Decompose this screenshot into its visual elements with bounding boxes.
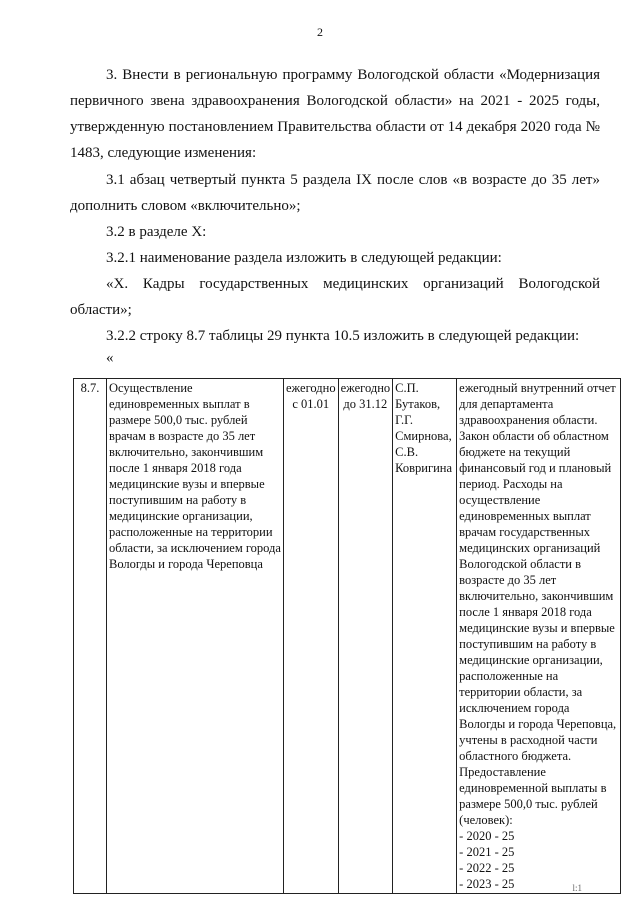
paragraph-3-2: 3.2 в разделе X:: [106, 224, 207, 240]
result-text: ежегодный внутренний отчет для департамента здравоохранения области. Закон области об областном бюджете на текущий финансовый год и плановый период. Расходы на осуществление единовременных выплат врачам государственных медицинских организаций Вологодской области в возрасте до 35 лет включительно, закончившим после 1 января 2018 года медицинские вузы и впервые поступившим на работу в медицинские организации, расположенные на территории области, за исключением города Вологды и города Череповца, учтены в расходной части областного бюджета.: [459, 381, 617, 763]
list-item: - 2023 - 25: [459, 877, 515, 891]
start-date-cell: ежегодно с 01.01: [284, 379, 339, 894]
end-date-cell: ежегодно до 31.12: [338, 379, 393, 894]
table-row-8-7: [73, 378, 621, 894]
list-item: - 2021 - 25: [459, 845, 515, 859]
corner-mark: l:1: [572, 883, 582, 893]
paragraph-3-2-2: 3.2.2 строку 8.7 таблицы 29 пункта 10.5 изложить в следующей редакции:: [106, 328, 580, 344]
years-list: [459, 828, 618, 892]
provision-text: Предоставление единовременной выплаты в размере 500,0 тыс. рублей (человек):: [459, 765, 607, 827]
page-number: 2: [317, 25, 323, 39]
paragraph-3-2-1: 3.2.1 наименование раздела изложить в следующей редакции:: [106, 250, 502, 266]
list-item: - 2020 - 25: [459, 829, 515, 843]
list-item: - 2022 - 25: [459, 861, 515, 875]
row-number-cell: 8.7.: [74, 379, 107, 894]
table-row: [74, 379, 621, 894]
paragraph-3: 3. Внести в региональную программу Вологодской области «Модернизация первичного звена здравоохранения Вологодской области» на 2021 - 2025 годы, утвержденную постановлением Правительства области от 14 декабря 2020 года № 1483, следующие изменения:: [70, 67, 600, 161]
open-quote: «: [106, 350, 114, 366]
result-cell: [457, 379, 621, 894]
section-title-quote: «X. Кадры государственных медицинских организаций Вологодской области»;: [70, 276, 600, 318]
description-cell: Осуществление единовременных выплат в размере 500,0 тыс. рублей врачам в возрасте до 35 лет включительно, закончившим после 1 января 2018 года медицинские вузы и впервые поступившим на работу в медицинские организации, расположенные на территории области, за исключением города Вологды и города Череповца: [107, 379, 284, 894]
responsible-cell: С.П. Бутаков, Г.Г. Смирнова, С.В. Ковригина: [393, 379, 457, 894]
paragraph-3-1: 3.1 абзац четвертый пункта 5 раздела IX после слов «в возрасте до 35 лет» дополнить словом «включительно»;: [70, 172, 600, 214]
